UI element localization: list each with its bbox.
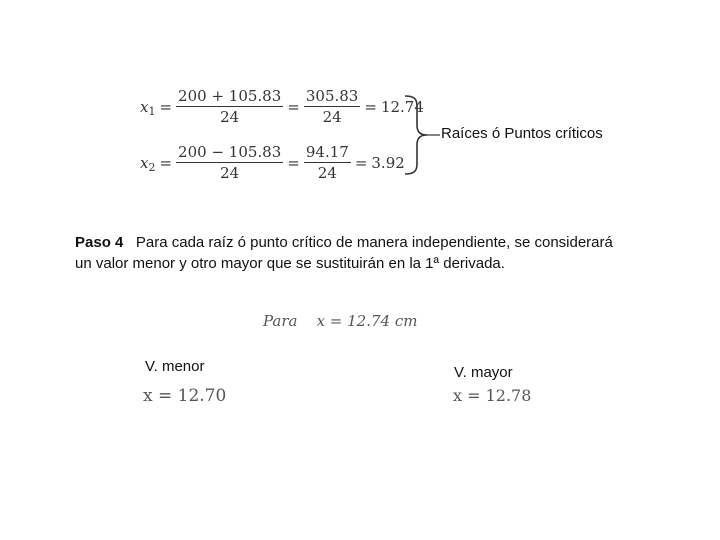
x2-fraction-2: [304, 144, 351, 182]
x2-variable: [140, 154, 155, 172]
equals-sign: =: [159, 154, 173, 172]
paso-text-line-2: un valor menor y otro mayor que se sustituirán en la 1ª derivada.: [75, 255, 505, 272]
x1-denominator-1: 24: [220, 108, 240, 126]
x2-numerator-2: 94.17: [305, 143, 349, 161]
x2-denominator-2: 24: [317, 164, 337, 182]
v-mayor-expression: x = 12.78: [453, 386, 532, 405]
v-menor-expression: x = 12.70: [143, 386, 227, 406]
x1-numerator-1: 200 + 105.83: [178, 87, 282, 105]
x1-denominator-2: 24: [322, 108, 342, 126]
equation-x2: [140, 144, 405, 182]
paso-line-1: [75, 232, 705, 253]
para-word: Para: [263, 312, 298, 330]
x2-subscript: 2: [148, 161, 156, 174]
para-value: x = 12.74 cm: [316, 312, 418, 330]
x1-numerator-2: 305.83: [305, 87, 359, 105]
paso-text-line-1: Para cada raíz ó punto crítico de manera independiente, se considerará: [135, 234, 613, 251]
paso-paragraph: [75, 232, 705, 274]
x2-denominator-1: 24: [220, 164, 240, 182]
para-expression: [263, 312, 417, 330]
x2-var-letter: x: [140, 154, 149, 172]
equals-sign: =: [364, 98, 377, 116]
x1-fraction-2: [304, 88, 361, 126]
x2-result: 3.92: [371, 154, 405, 172]
paso-label: Paso 4: [75, 234, 124, 251]
equals-sign: =: [287, 98, 300, 116]
x1-result: 12.74: [380, 98, 424, 116]
equals-sign: =: [159, 98, 173, 116]
x2-fraction-1: [176, 144, 283, 182]
v-mayor-label: V. mayor: [454, 364, 513, 381]
x1-variable: [140, 98, 155, 116]
x1-subscript: 1: [148, 105, 156, 118]
equals-sign: =: [354, 154, 368, 172]
x1-fraction-1: [176, 88, 283, 126]
equals-sign: =: [287, 154, 300, 172]
x2-numerator-1: 200 − 105.83: [178, 143, 282, 161]
bracket-label: Raíces ó Puntos críticos: [441, 125, 603, 142]
x1-var-letter: x: [140, 98, 149, 116]
v-menor-label: V. menor: [145, 358, 205, 375]
equation-x1: [140, 88, 424, 126]
